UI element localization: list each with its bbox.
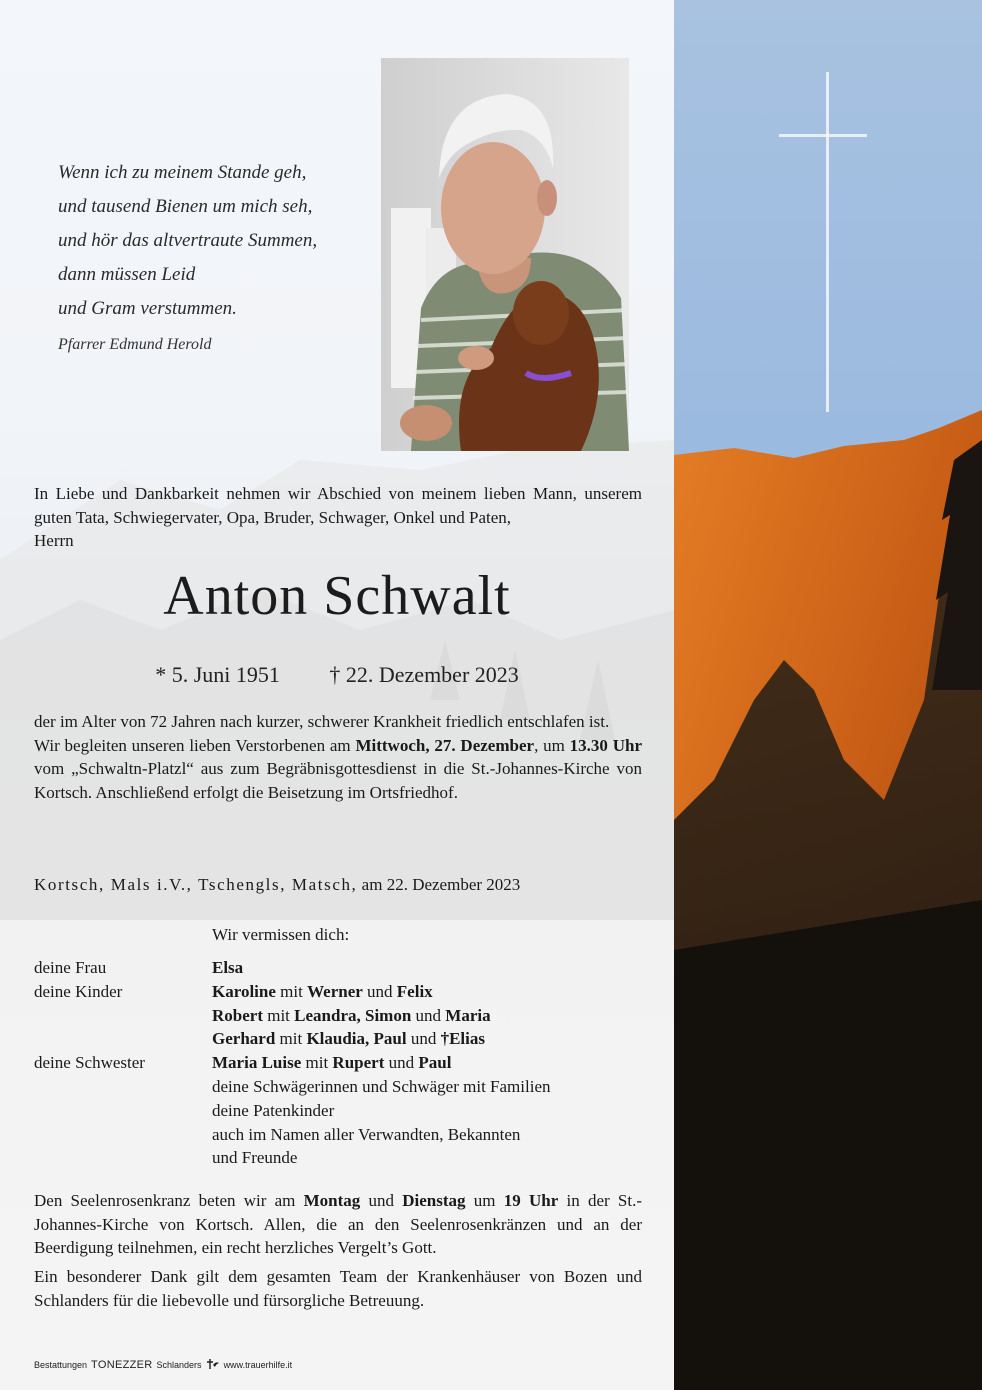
footer-prefix: Bestattungen [34, 1360, 88, 1370]
connector: mit [262, 1005, 295, 1025]
quote-line: und tausend Bienen um mich seh, [58, 196, 313, 217]
family-row [34, 980, 654, 1004]
notice-date: am 22. Dezember 2023 [361, 875, 521, 894]
intro-salutation: Herrn [34, 531, 74, 550]
family-member: Rupert [332, 1053, 385, 1073]
funeral-home-brand: TONEZZER [91, 1359, 153, 1371]
family-member: Felix [396, 981, 433, 1001]
family-member: Karoline [212, 981, 276, 1001]
funeral-time: 13.30 Uhr [569, 735, 642, 755]
funeral-notice [34, 710, 642, 804]
family-row [34, 1123, 654, 1147]
quote-line: dann müssen Leid [58, 264, 196, 285]
notice-text: , um [534, 735, 570, 755]
notice-text: Wir begleiten unseren lieben Verstorbenen am [34, 735, 356, 755]
rosary-text: und [360, 1191, 403, 1210]
intro-paragraph: In Liebe und Dankbarkeit nehmen wir Abschied von meinem lieben Mann, unserem guten Tata, Schwiegervater, Opa, Bruder, Schwager, Onkel und Paten, [34, 484, 642, 527]
portrait-photo [381, 58, 629, 451]
family-heading: Wir vermissen dich: [212, 925, 350, 944]
connector: mit [275, 1029, 307, 1049]
funeral-home-footer [34, 1358, 292, 1372]
footer-town: Schlanders [156, 1360, 202, 1370]
family-member: Maria [445, 1005, 491, 1025]
places: Kortsch, Mals i.V., Tschengls, Matsch, [34, 875, 358, 894]
funeral-day: Mittwoch, 27. Dezember [355, 735, 535, 755]
deceased-name: Anton Schwalt [163, 565, 511, 627]
quote-author: Pfarrer Edmund Herold [58, 336, 212, 353]
family-member: Paul [418, 1053, 452, 1073]
connector: und [411, 1005, 446, 1025]
family-member: Klaudia, Paul [306, 1029, 407, 1049]
relation-label: deine Kinder [34, 981, 123, 1001]
family-row [34, 1004, 654, 1028]
family-list [34, 956, 654, 1170]
intro-text [34, 482, 642, 553]
rosary-day: Montag [303, 1191, 361, 1210]
family-member: Leandra, Simon [294, 1005, 412, 1025]
family-row [34, 1051, 654, 1075]
family-row [34, 1075, 654, 1099]
quote-poem [58, 156, 368, 326]
notice-text: vom „Schwaltn-Platzl“ aus zum Begräbnisgottesdienst in die St.-Johannes-Kirche von Kortsch. Anschließend erfolgt die Beisetzung im Ortsfriedhof. [34, 759, 642, 802]
dove-cross-icon [206, 1358, 220, 1372]
other-mourners: auch im Namen aller Verwandten, Bekannten [212, 1124, 521, 1144]
thanks-text: Ein besonderer Dank gilt dem gesamten Team der Krankenhäuser von Bozen und Schlanders für die liebevolle und fürsorgliche Betreuung. [34, 1267, 642, 1310]
quote-line: und hör das altvertraute Summen, [58, 230, 318, 251]
family-member: †Elias [440, 1029, 485, 1049]
rosary-text: um [465, 1191, 504, 1210]
connector: mit [301, 1053, 333, 1073]
relation-label: deine Frau [34, 958, 107, 977]
quote-line: Wenn ich zu meinem Stande geh, [58, 162, 307, 183]
other-mourners: und Freunde [212, 1148, 298, 1168]
family-member: Gerhard [212, 1029, 276, 1049]
rosary-text: in der St.-Johannes-Kirche von Kortsch. Allen, die an den Seelenrosenkränzen und an der Beerdigung teilnehmen, ein recht herzliches Vergelt’s Gott. [34, 1191, 642, 1257]
other-mourners: deine Schwägerinnen und Schwäger mit Familien [212, 1076, 551, 1096]
connector: mit [275, 981, 308, 1001]
family-member: Werner [307, 981, 363, 1001]
family-row [34, 1027, 654, 1051]
family-row [34, 956, 654, 980]
connector: und [406, 1029, 441, 1049]
rosary-text: Den Seelenrosenkranz beten wir am [34, 1191, 304, 1210]
connector: und [384, 1053, 419, 1073]
footer-url[interactable]: www.trauerhilfe.it [223, 1360, 293, 1370]
quote-line: und Gram verstummen. [58, 298, 237, 319]
notice-passing: der im Alter von 72 Jahren nach kurzer, schwerer Krankheit friedlich entschlafen ist. [34, 712, 610, 731]
mountain-photo [674, 0, 982, 1390]
rosary-notice [34, 1189, 642, 1260]
place-date [34, 875, 520, 895]
death-date: † 22. Dezember 2023 [329, 662, 519, 687]
birth-date: * 5. Juni 1951 [155, 662, 280, 687]
relation-label: deine Schwester [34, 1053, 145, 1073]
family-row [34, 1146, 654, 1170]
wife-name: Elsa [212, 958, 244, 977]
rosary-time: 19 Uhr [503, 1191, 559, 1210]
connector: und [362, 981, 397, 1001]
other-mourners: deine Patenkinder [212, 1100, 335, 1120]
life-dates [0, 662, 674, 688]
rosary-day: Dienstag [402, 1191, 466, 1210]
family-member: Maria Luise [212, 1053, 302, 1073]
family-member: Robert [212, 1005, 263, 1025]
family-row [34, 1099, 654, 1123]
